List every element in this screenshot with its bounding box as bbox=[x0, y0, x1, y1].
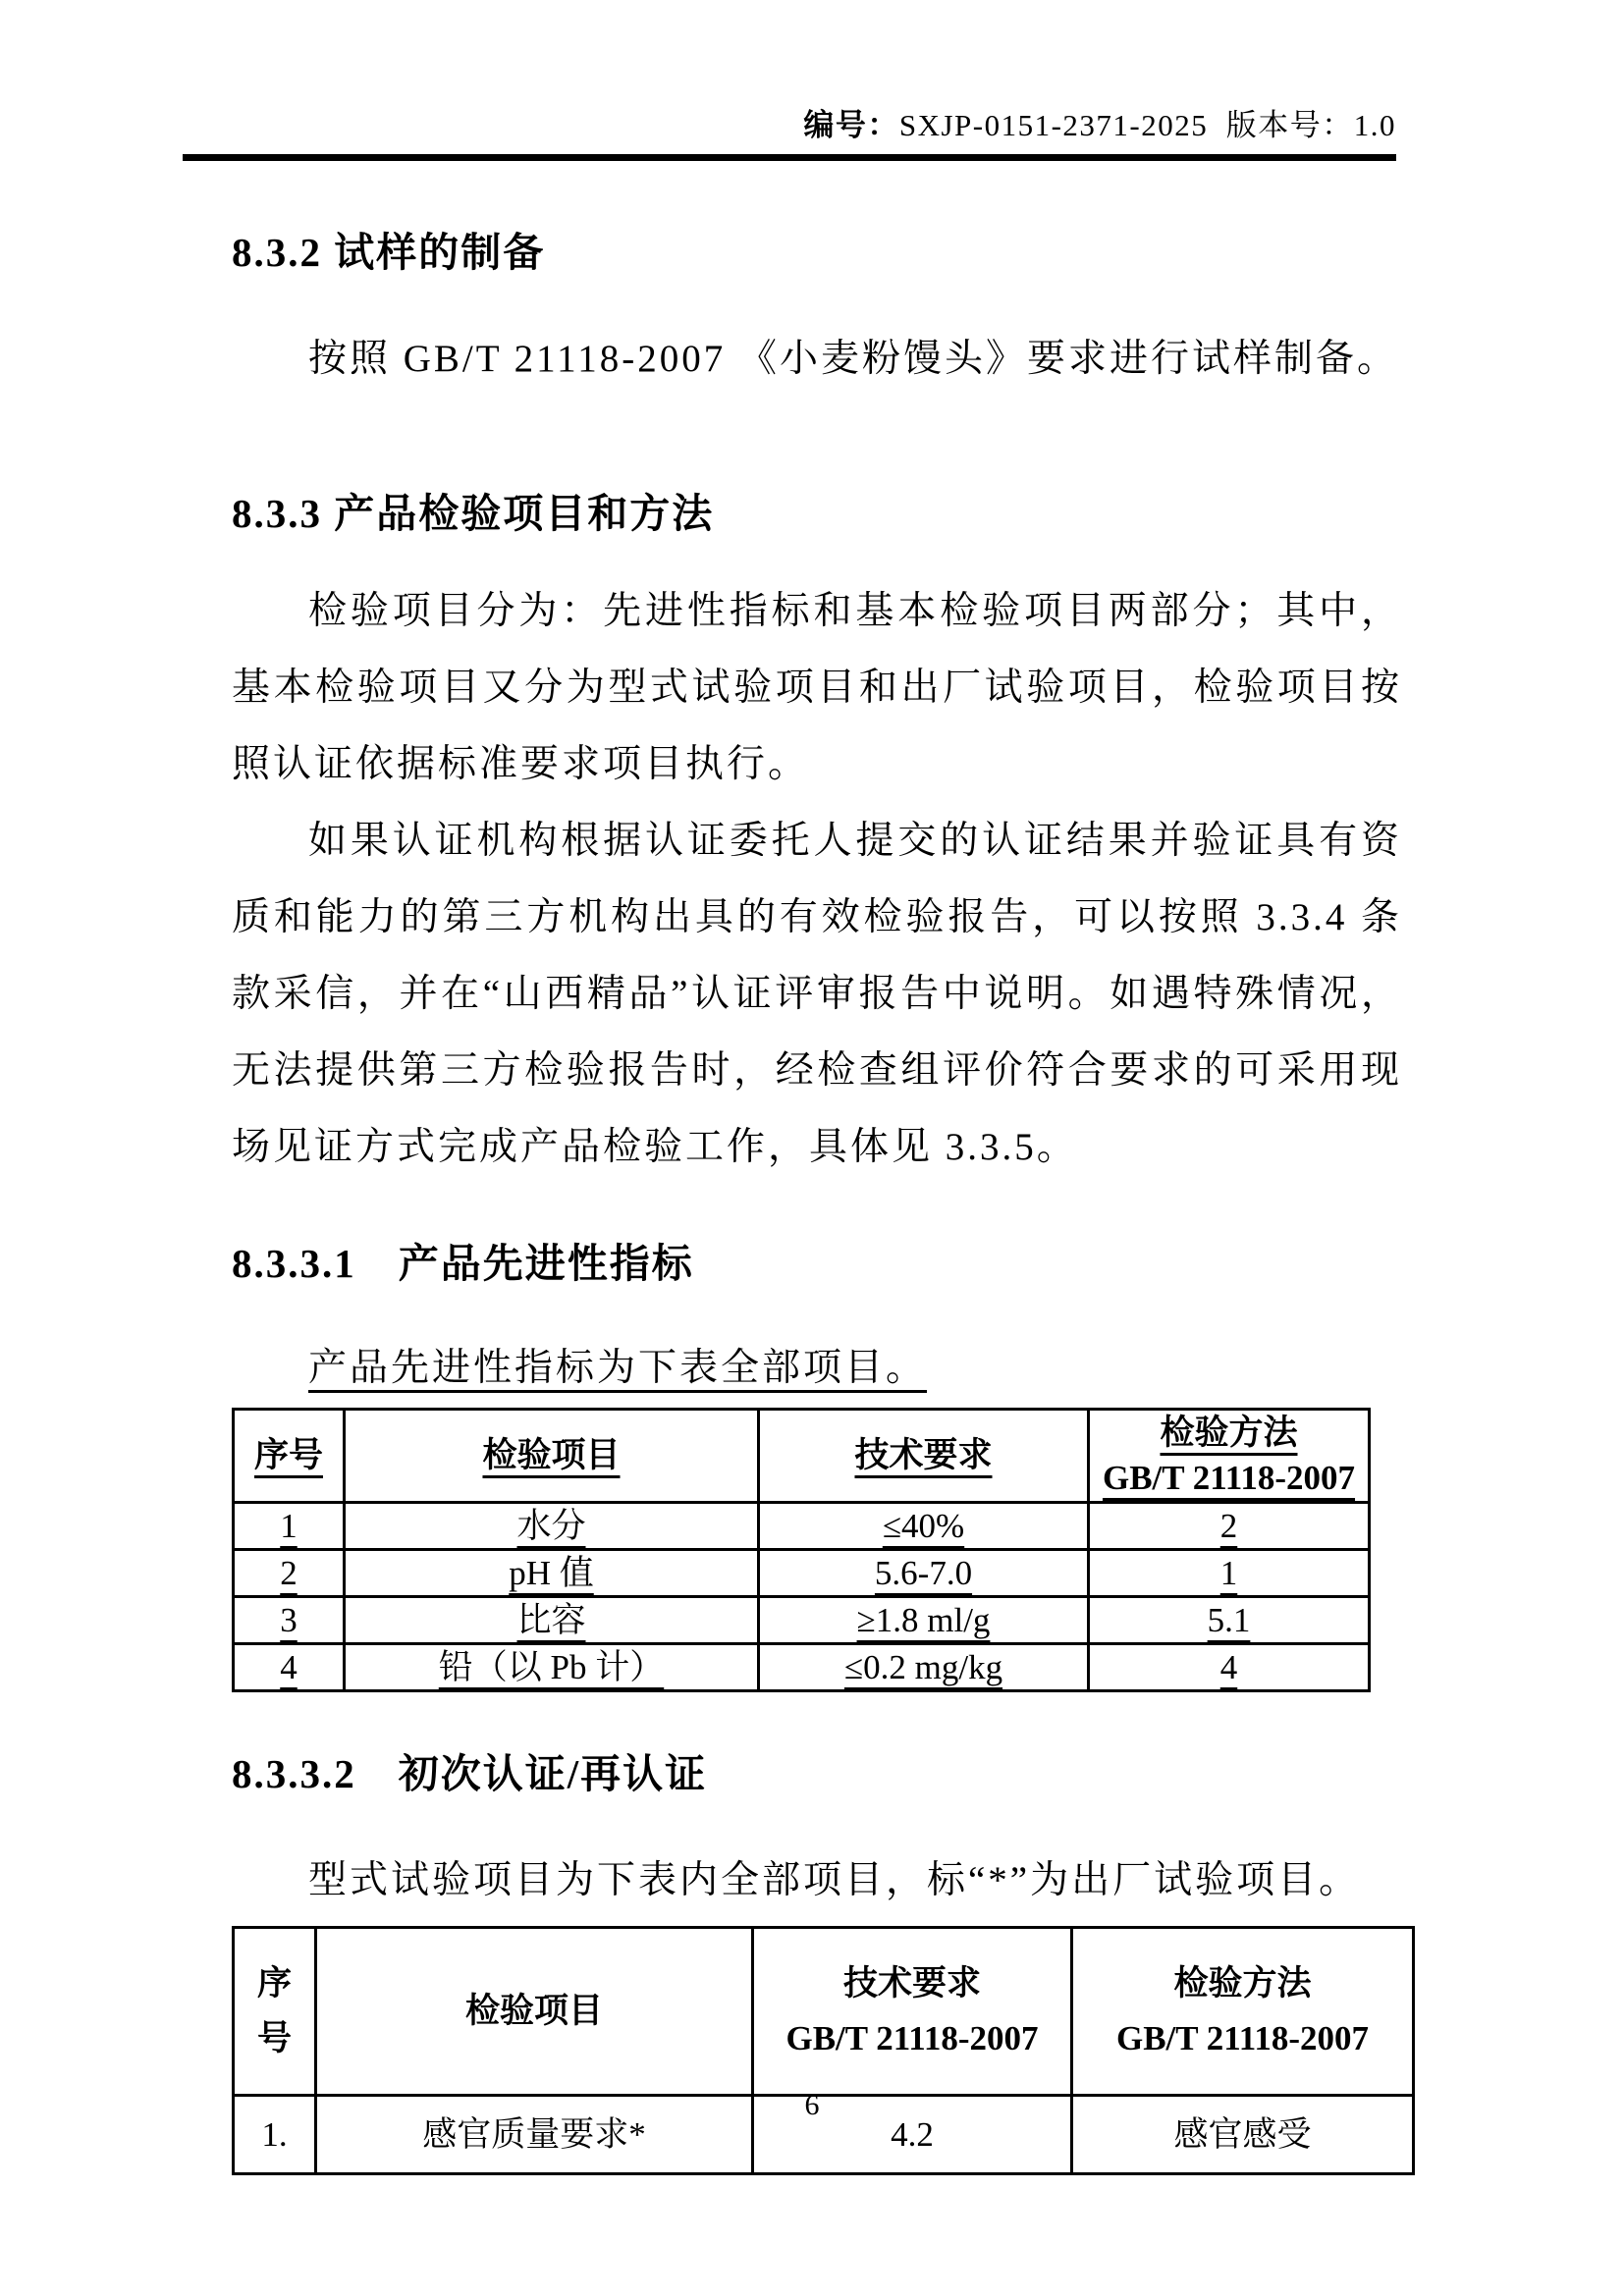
paragraph-inspection-items-2: 如果认证机构根据认证委托人提交的认证结果并验证具有资质和能力的第三方机构出具的有效检验报告，可以按照 3.3.4 条款采信，并在“山西精品”认证评审报告中说明。如遇特殊情况，无法提供第三方检验报告时，经检查组评价符合要求的可采用现场见证方式完成产品检验工作，具体见 3.3.5。 bbox=[232, 820, 1402, 1168]
page-number: 6 bbox=[804, 2089, 820, 2121]
paragraph-sample-preparation: 按照 GB/T 21118-2007 《小麦粉馒头》要求进行试样制备。 bbox=[308, 338, 1398, 380]
row-requirement: ≥1.8 ml/g bbox=[759, 1597, 1089, 1644]
doc-number-label: 编号： bbox=[803, 108, 899, 142]
col-method-header-line2: GB/T 21118-2007 bbox=[1102, 1459, 1356, 1497]
advancement-table-intro bbox=[232, 1339, 1402, 1398]
row-item: 铅（以 Pb 计） bbox=[345, 1644, 759, 1691]
col-item-header: 检验项目 bbox=[345, 1410, 759, 1503]
section-heading-8-3-3-2: 8.3.3.2 初次认证/再认证 bbox=[232, 1751, 708, 1796]
advancement-table-header-row bbox=[234, 1410, 1370, 1503]
table-row bbox=[234, 1597, 1370, 1644]
row-method: 感官感受 bbox=[1072, 2096, 1414, 2174]
type-test-header-row bbox=[234, 1928, 1414, 2096]
col-no-header: 序号 bbox=[234, 1410, 345, 1503]
page-content bbox=[232, 208, 1402, 2175]
row-item: 比容 bbox=[345, 1597, 759, 1644]
col-requirement-header: 技术要求 bbox=[759, 1410, 1089, 1503]
table-row bbox=[234, 1503, 1370, 1550]
row-method: 1 bbox=[1089, 1550, 1370, 1597]
row-requirement: ≤40% bbox=[759, 1503, 1089, 1550]
col-requirement-header bbox=[753, 1928, 1072, 2096]
row-no: 2 bbox=[234, 1550, 345, 1597]
header-gap bbox=[1208, 108, 1226, 142]
col-method-header bbox=[1089, 1410, 1370, 1503]
row-requirement: 4.2 bbox=[753, 2096, 1072, 2174]
type-test-table bbox=[232, 1926, 1415, 2175]
col-method-header-line1: 检验方法 bbox=[1160, 1414, 1298, 1452]
header-divider bbox=[183, 154, 1396, 161]
col-requirement-header-line1: 技术要求 bbox=[842, 1964, 981, 2002]
table-row bbox=[234, 1550, 1370, 1597]
row-method: 2 bbox=[1089, 1503, 1370, 1550]
table-row bbox=[234, 1644, 1370, 1691]
version-label: 版本号： bbox=[1225, 108, 1354, 142]
doc-number-value: SXJP-0151-2371-2025 bbox=[898, 108, 1209, 142]
row-item: pH 值 bbox=[345, 1550, 759, 1597]
col-method-header-line1: 检验方法 bbox=[1173, 1964, 1312, 2002]
row-method: 4 bbox=[1089, 1644, 1370, 1691]
col-method-header-line2: GB/T 21118-2007 bbox=[1115, 2019, 1370, 2057]
col-no-header-line1: 序 bbox=[256, 1964, 292, 2002]
section-heading-8-3-2: 8.3.2 试样的制备 bbox=[232, 230, 546, 275]
version-value: 1.0 bbox=[1353, 108, 1396, 142]
row-item: 水分 bbox=[345, 1503, 759, 1550]
row-item: 感官质量要求* bbox=[316, 2096, 753, 2174]
section-heading-8-3-3: 8.3.3 产品检验项目和方法 bbox=[232, 491, 715, 536]
section-heading-8-3-3-1: 8.3.3.1 产品先进性指标 bbox=[232, 1241, 694, 1286]
row-requirement: 5.6-7.0 bbox=[759, 1550, 1089, 1597]
row-method: 5.1 bbox=[1089, 1597, 1370, 1644]
col-no-header-line2: 号 bbox=[256, 2019, 292, 2057]
row-no: 3 bbox=[234, 1597, 345, 1644]
row-no: 4 bbox=[234, 1644, 345, 1691]
paragraph-inspection-items-1: 检验项目分为：先进性指标和基本检验项目两部分；其中，基本检验项目又分为型式试验项目和出厂试验项目，检验项目按照认证依据标准要求项目执行。 bbox=[232, 590, 1402, 785]
document-header bbox=[0, 100, 1396, 144]
row-requirement: ≤0.2 mg/kg bbox=[759, 1644, 1089, 1691]
advancement-indicators-table bbox=[232, 1408, 1371, 1692]
advancement-table-intro-text: 产品先进性指标为下表全部项目。 bbox=[308, 1347, 928, 1389]
type-test-table-intro: 型式试验项目为下表内全部项目，标“*”为出厂试验项目。 bbox=[308, 1859, 1361, 1901]
col-requirement-header-line2: GB/T 21118-2007 bbox=[785, 2019, 1039, 2057]
row-no: 1. bbox=[234, 2096, 316, 2174]
col-method-header bbox=[1072, 1928, 1414, 2096]
col-no-header bbox=[234, 1928, 316, 2096]
row-no: 1 bbox=[234, 1503, 345, 1550]
col-item-header: 检验项目 bbox=[316, 1928, 753, 2096]
